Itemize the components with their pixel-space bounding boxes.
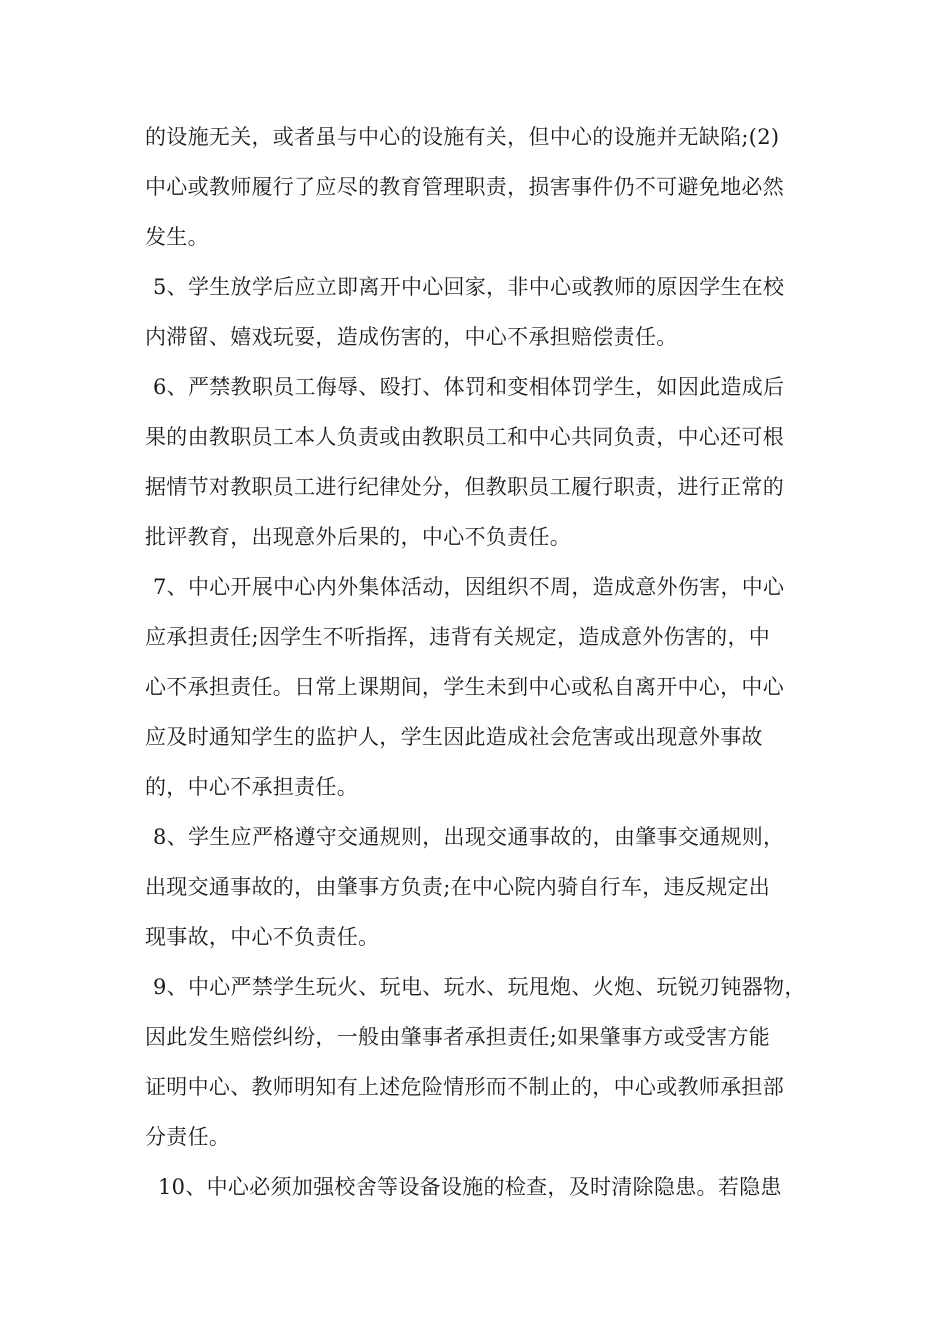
text-line: 6、严禁教职员工侮辱、殴打、体罚和变相体罚学生，如因此造成后 [153, 375, 785, 399]
text-line: 应承担责任;因学生不听指挥，违背有关规定，造成意外伤害的，中 [145, 625, 771, 649]
text-line: 内滞留、嬉戏玩耍，造成伤害的，中心不承担赔偿责任。 [145, 325, 678, 349]
text-line: 据情节对教职员工进行纪律处分，但教职员工履行职责，进行正常的 [145, 475, 784, 499]
text-line: 批评教育，出现意外后果的，中心不负责任。 [145, 525, 571, 549]
text-line: 的设施无关，或者虽与中心的设施有关，但中心的设施并无缺陷;(2) [145, 125, 780, 149]
text-line: 分责任。 [145, 1125, 231, 1149]
text-line: 现事故，中心不负责任。 [145, 925, 380, 949]
text-line: 发生。 [145, 225, 209, 249]
text-line: 心不承担责任。日常上课期间，学生未到中心或私自离开中心，中心 [145, 675, 784, 699]
text-line: 5、学生放学后应立即离开中心回家，非中心或教师的原因学生在校 [153, 275, 785, 299]
text-line: 7、中心开展中心内外集体活动，因组织不周，造成意外伤害，中心 [153, 575, 785, 599]
text-line: 的，中心不承担责任。 [145, 775, 358, 799]
text-line: 10、中心必须加强校舍等设备设施的检查，及时清除隐患。若隐患 [158, 1175, 782, 1199]
text-line: 8、学生应严格遵守交通规则，出现交通事故的，由肇事交通规则， [153, 825, 785, 849]
text-line: 出现交通事故的，由肇事方负责;在中心院内骑自行车，违反规定出 [145, 875, 771, 899]
text-line: 果的由教职员工本人负责或由教职员工和中心共同负责，中心还可根 [145, 425, 784, 449]
text-line: 9、中心严禁学生玩火、玩电、玩水、玩甩炮、火炮、玩锐刃钝器物， [153, 975, 806, 999]
text-line: 因此发生赔偿纠纷，一般由肇事者承担责任;如果肇事方或受害方能 [145, 1025, 771, 1049]
text-line: 证明中心、教师明知有上述危险情形而不制止的，中心或教师承担部 [145, 1075, 784, 1099]
text-line: 中心或教师履行了应尽的教育管理职责，损害事件仍不可避免地必然 [145, 175, 784, 199]
text-line: 应及时通知学生的监护人，学生因此造成社会危害或出现意外事故 [145, 725, 763, 749]
